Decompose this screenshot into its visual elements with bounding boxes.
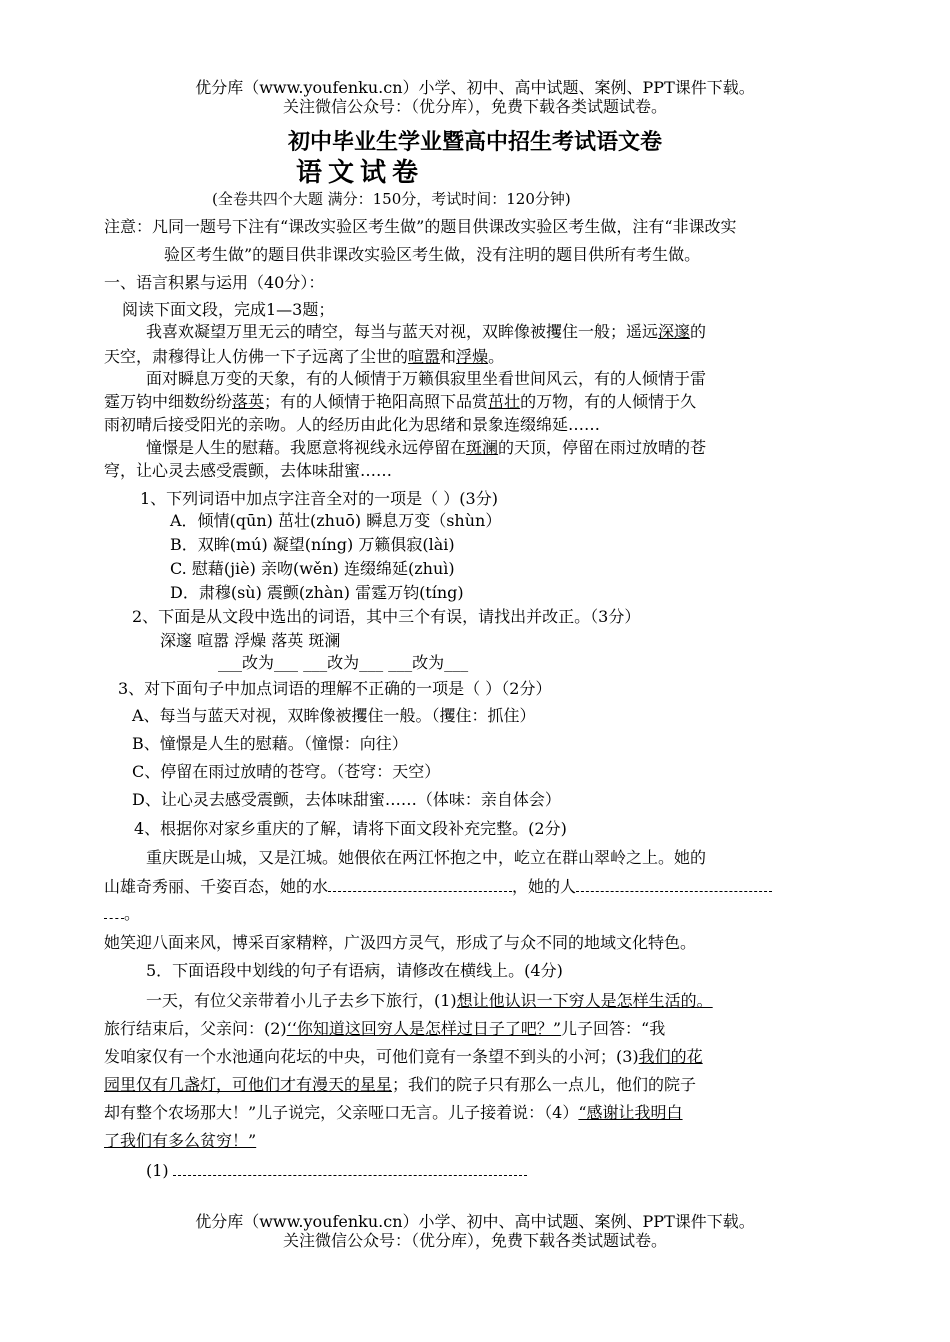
question-4-text: 重庆既是山城，又是江城。她偎依在两江怀抱之中，屹立在群山翠岭之上。她的	[146, 848, 707, 867]
footer-line-2: 关注微信公众号：（优分库），免费下载各类试题试卷。	[282, 1231, 667, 1250]
question-1-option: A．倾情(qūn) 茁壮(zhuō) 瞬息万变（shùn）	[170, 511, 502, 530]
question-2-answer-blanks[interactable]: ___改为___ ___改为___ ___改为___	[218, 653, 469, 672]
passage-line: 天空，肃穆得让人仿佛一下子远离了尘世的喧嚣和浮燥。	[104, 347, 505, 366]
reading-intro: 阅读下面文段，完成1—3题；	[122, 300, 335, 319]
question-4-text: 山雄奇秀丽、千姿百态，她的水 ，她的人	[104, 876, 772, 898]
passage-line: 面对瞬息万变的天象，有的人倾情于万籁俱寂里坐看世间风云，有的人倾情于雷	[146, 369, 707, 388]
question-3-stem: 3、对下面句子中加点词语的理解不正确的一项是（ ）（2分）	[118, 679, 552, 698]
passage-line: 穹，让心灵去感受震颤，去体味甜蜜……	[104, 461, 393, 480]
question-4-text: 她笑迎八面来风，博采百家精粹，广汲四方灵气，形成了与众不同的地域文化特色。	[104, 933, 697, 952]
answer-blank[interactable]	[576, 877, 772, 892]
question-5-text: 一天，有位父亲带着小儿子去乡下旅行，(1)想让他认识一下穷人是怎样生活的。	[146, 991, 713, 1010]
question-1-option: C. 慰藉(jiè) 亲吻(wěn) 连缀绵延(zhuì)	[170, 559, 455, 578]
answer-blank[interactable]	[328, 877, 512, 892]
question-4-text: 。	[104, 903, 140, 925]
answer-blank[interactable]	[173, 1161, 527, 1176]
question-5-text: 了我们有多么贫穷！”	[104, 1131, 257, 1150]
question-2-words: 深邃 喧嚣 浮燥 落英 斑澜	[160, 631, 341, 650]
question-1-option: D．肃穆(sù) 震颤(zhàn) 雷霆万钧(tíng)	[170, 583, 464, 602]
question-1-option: B．双眸(mú) 凝望(níng) 万籁俱寂(lài)	[170, 535, 455, 554]
passage-line: 我喜欢凝望万里无云的晴空，每当与蓝天对视，双眸像被攫住一般；遥远深邃的	[146, 322, 707, 341]
question-3-option: A、每当与蓝天对视，双眸像被攫住一般。（攫住：抓住）	[132, 706, 536, 725]
question-5-answer-line: (1)	[146, 1160, 527, 1182]
exam-info: (全卷共四个大题 满分：150分，考试时间：120分钟)	[212, 190, 571, 208]
passage-line: 憧憬是人生的慰藉。我愿意将视线永远停留在斑澜的天顶，停留在雨过放晴的苍	[146, 438, 707, 457]
question-5-text: 却有整个农场那大！”儿子说完，父亲哑口无言。儿子接着说：（4）“感谢让我明白	[104, 1103, 683, 1122]
passage-line: 霆万钧中细数纷纷落英；有的人倾情于艳阳高照下品赏茁壮的万物，有的人倾情于久	[104, 392, 697, 411]
question-5-text: 园里仅有几盏灯，可他们才有漫天的星星；我们的院子只有那么一点儿，他们的院子	[104, 1075, 697, 1094]
notice-line-2: 验区考生做”的题目供非课改实验区考生做，没有注明的题目供所有考生做。	[164, 245, 701, 264]
exam-subtitle: 语文试卷	[296, 158, 425, 188]
question-3-option: B、憧憬是人生的慰藉。（憧憬：向往）	[132, 734, 408, 753]
notice-line-1: 注意：凡同一题号下注有“课改实验区考生做”的题目供课改实验区考生做，注有“非课改实	[104, 217, 737, 236]
footer-line-1: 优分库（www.youfenku.cn）小学、初中、高中试题、案例、PPT课件下载。	[195, 1212, 755, 1231]
question-5-text: 发咱家仅有一个水池通向花坛的中央，可他们竟有一条望不到头的小河；(3)我们的花	[104, 1047, 703, 1066]
question-1-stem: 1、下列词语中加点字注音全对的一项是（ ）(3分)	[140, 489, 498, 508]
passage-line: 雨初晴后接受阳光的亲吻。人的经历由此化为思绪和景象连缀绵延……	[104, 415, 601, 434]
section-1-heading: 一、语言积累与运用（40分）：	[104, 273, 325, 292]
question-3-option: D、让心灵去感受震颤，去体味甜蜜……（体味：亲自体会）	[132, 790, 561, 809]
header-line-1: 优分库（www.youfenku.cn）小学、初中、高中试题、案例、PPT课件下载。	[195, 78, 755, 97]
question-5-stem: 5．下面语段中划线的句子有语病，请修改在横线上。(4分)	[146, 961, 563, 980]
question-2-stem: 2、下面是从文段中选出的词语，其中三个有误，请找出并改正。（3分）	[132, 607, 641, 626]
question-3-option: C、停留在雨过放晴的苍穹。（苍穹：天空）	[132, 762, 441, 781]
exam-title: 初中毕业生学业暨高中招生考试语文卷	[287, 129, 662, 155]
header-line-2: 关注微信公众号：（优分库），免费下载各类试题试卷。	[282, 97, 667, 116]
question-5-text: 旅行结束后，父亲问：(2)‘‘你知道这回穷人是怎样过日子了吧？”儿子回答：“我	[104, 1019, 666, 1038]
answer-blank[interactable]	[104, 904, 124, 919]
question-4-stem: 4、根据你对家乡重庆的了解，请将下面文段补充完整。(2分)	[134, 819, 567, 838]
